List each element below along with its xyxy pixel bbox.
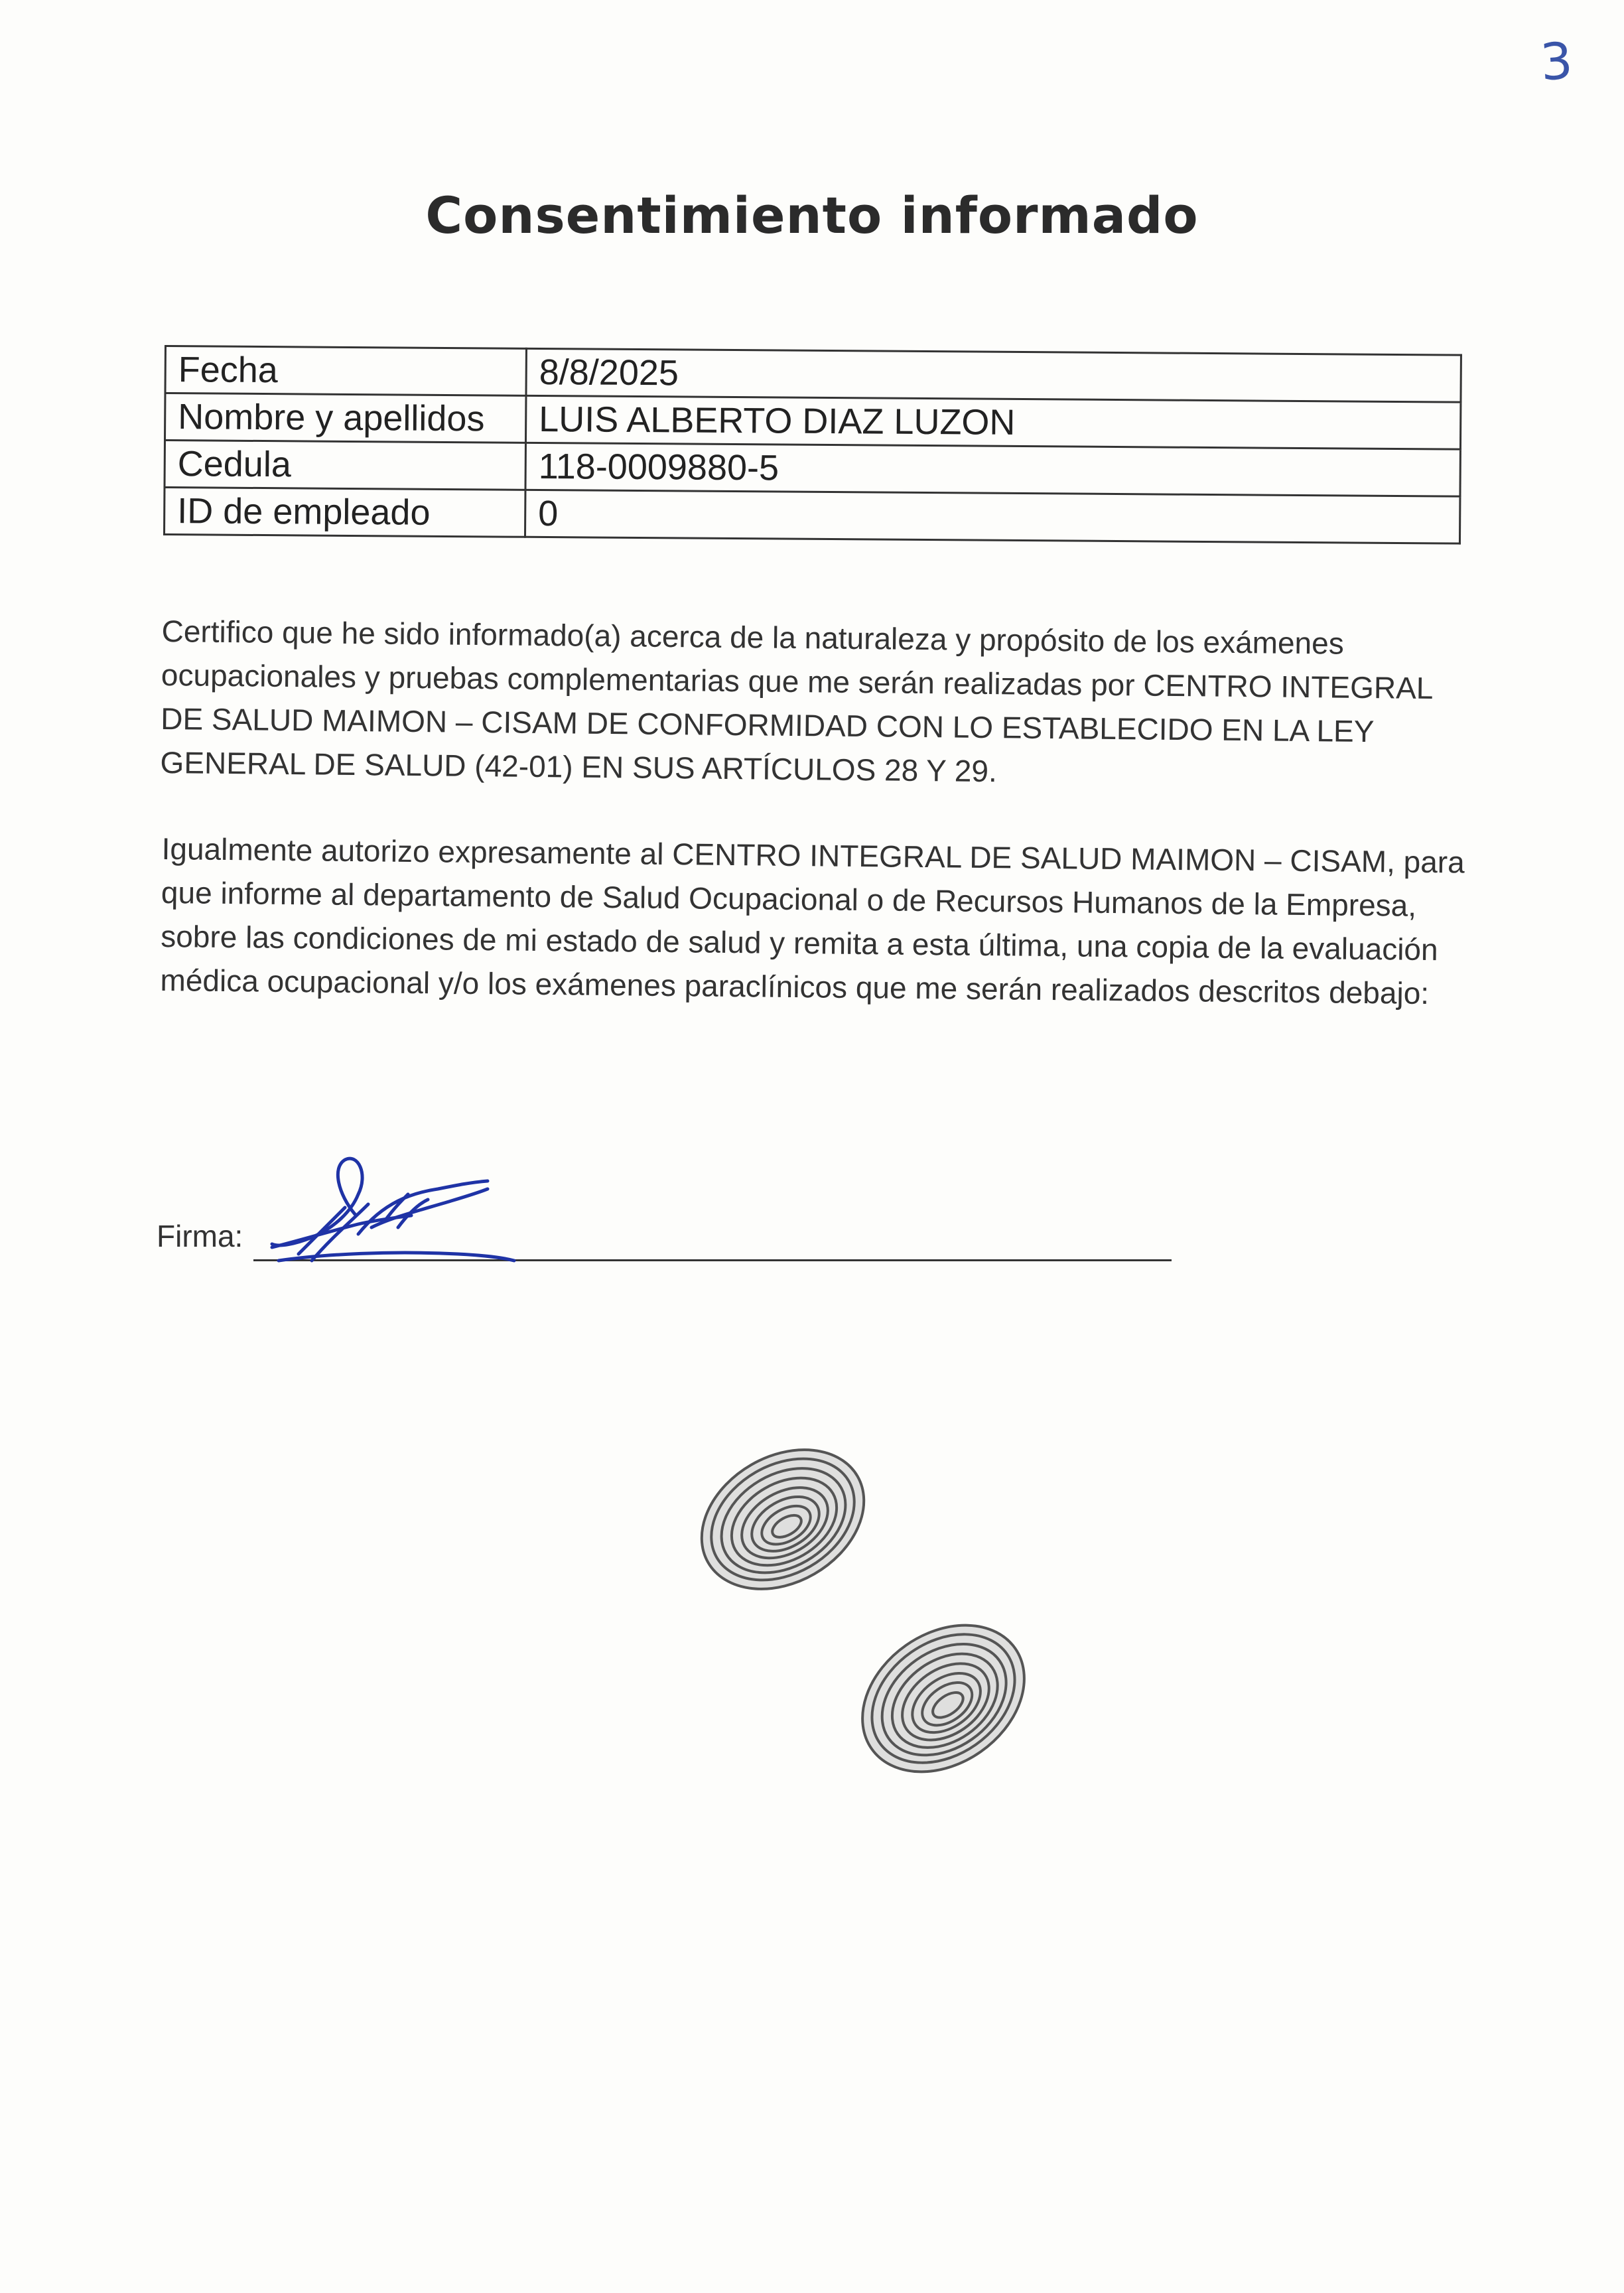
handwritten-signature: [259, 1154, 604, 1287]
certification-paragraph: Certifico que he sido informado(a) acerca de la naturaleza y propósito de los exámenes ocupacionales y pruebas complementarias que me serán realizadas por CENTRO INTEGRAL DE SALUD MAIMON – CISAM DE CONFORMIDAD CON LO ESTABLECIDO EN LA LEY GENERAL DE SALUD (42-01) EN SUS ARTÍCULOS 28 Y 29.: [160, 613, 1432, 789]
fecha-value: 8/8/2025: [526, 348, 1461, 402]
id-empleado-label: ID de empleado: [165, 488, 525, 537]
id-empleado-value: 0: [525, 490, 1459, 543]
cedula-label: Cedula: [165, 441, 525, 490]
page-title: Consentimiento informado: [425, 186, 1199, 245]
table-row-id-empleado: [165, 488, 1460, 544]
nombre-label: Nombre y apellidos: [165, 393, 525, 443]
table-row-nombre: [165, 393, 1460, 450]
table-row-cedula: [165, 441, 1460, 497]
signature-label: Firma:: [157, 1219, 243, 1253]
cedula-value: 118-0009880-5: [525, 443, 1460, 496]
table-row-fecha: [165, 346, 1461, 403]
info-table: [163, 345, 1462, 545]
page-number: 3: [1538, 31, 1575, 92]
authorization-paragraph: Igualmente autorizo expresamente al CENTRO INTEGRAL DE SALUD MAIMON – CISAM, para que informe al departamento de Salud Ocupacional o de Recursos Humanos de la Empresa, sobre las condiciones de mi estado de salud y remita a esta última, una copia de la evaluación médica ocupacional y/o los exámenes paraclínicos que me serán realizados descritos debajo:: [160, 831, 1465, 1011]
fingerprint-2: [844, 1606, 1043, 1791]
fingerprint-1: [683, 1433, 882, 1606]
fecha-label: Fecha: [165, 346, 526, 396]
nombre-value: LUIS ALBERTO DIAZ LUZON: [525, 395, 1460, 449]
